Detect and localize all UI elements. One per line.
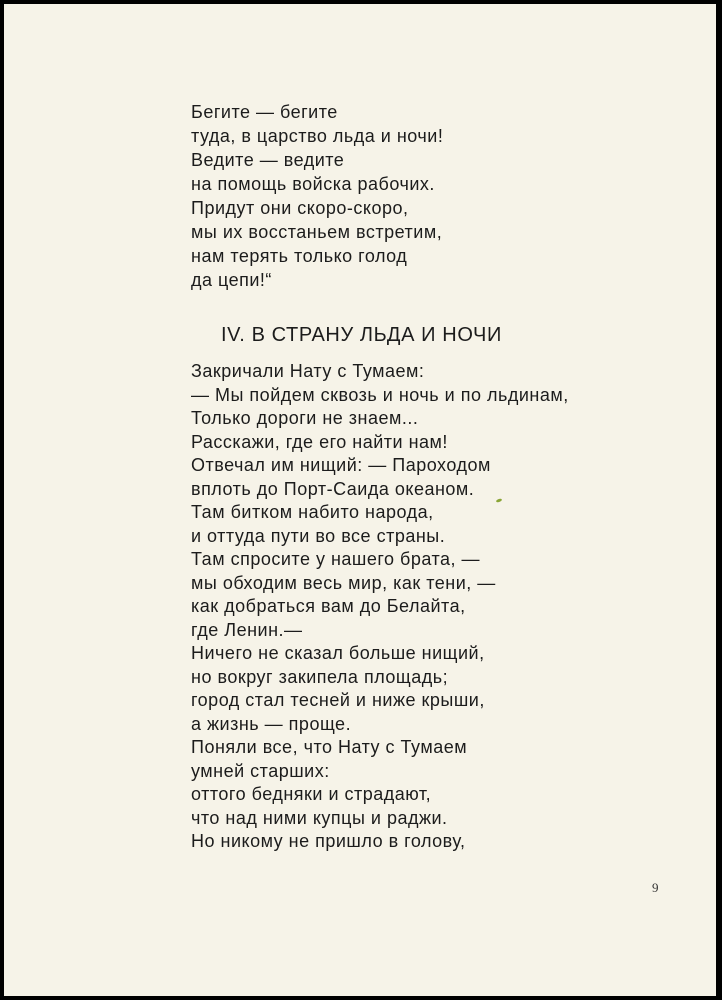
poem-text xyxy=(191,100,691,854)
page-number: 9 xyxy=(652,880,659,895)
poem-line: мы обходим весь мир, как тени, — xyxy=(191,572,496,593)
poem-line: мы их восстаньем встретим, xyxy=(191,222,443,242)
stanza-2 xyxy=(191,360,691,854)
poem-line: что над ними купцы и раджи. xyxy=(191,807,448,828)
poem-line: как добраться вам до Белайта, xyxy=(191,596,466,616)
poem-line: Отвечал им нищий: — Пароходом xyxy=(191,455,491,475)
poem-line: город стал тесней и ниже крыши, xyxy=(191,690,485,710)
poem-line: туда, в царство льда и ночи! xyxy=(191,126,444,146)
poem-line: Придут они скоро-скоро, xyxy=(191,198,409,218)
poem-line: вплоть до Порт-Саида океаном. xyxy=(191,478,475,499)
stanza-1 xyxy=(191,100,691,292)
spacer xyxy=(191,292,691,322)
book-page xyxy=(4,4,716,996)
poem-line: — Мы пойдем сквозь и ночь и по льдинам, xyxy=(191,384,569,405)
poem-line: Бегите — бегите xyxy=(191,102,338,122)
poem-line: Там спросите у нашего брата, — xyxy=(191,549,481,569)
poem-line: Но никому не пришло в голову, xyxy=(191,831,466,851)
poem-line: Только дороги не знаем... xyxy=(191,408,419,428)
poem-line: Ничего не сказал больше нищий, xyxy=(191,643,485,663)
poem-line: на помощь войска рабочих. xyxy=(191,174,435,194)
poem-line: но вокруг закипела площадь; xyxy=(191,666,449,687)
poem-line: Ведите — ведите xyxy=(191,150,345,170)
poem-line: и оттуда пути во все страны. xyxy=(191,525,446,546)
poem-line: Расскажи, где его найти нам! xyxy=(191,431,448,452)
poem-line: умней старших: xyxy=(191,760,330,781)
chapter-heading: IV. В СТРАНУ ЛЬДА И НОЧИ xyxy=(221,324,502,346)
poem-line: Поняли все, что Нату с Тумаем xyxy=(191,737,468,757)
poem-line: оттого бедняки и страдают, xyxy=(191,784,432,804)
poem-line: Закричали Нату с Тумаем: xyxy=(191,361,425,381)
poem-line: нам терять только голод xyxy=(191,246,408,266)
poem-line: Там битком набито народа, xyxy=(191,502,434,522)
poem-line: где Ленин.— xyxy=(191,619,303,640)
poem-line: а жизнь — проще. xyxy=(191,713,352,734)
poem-line: да цепи!“ xyxy=(191,270,272,290)
